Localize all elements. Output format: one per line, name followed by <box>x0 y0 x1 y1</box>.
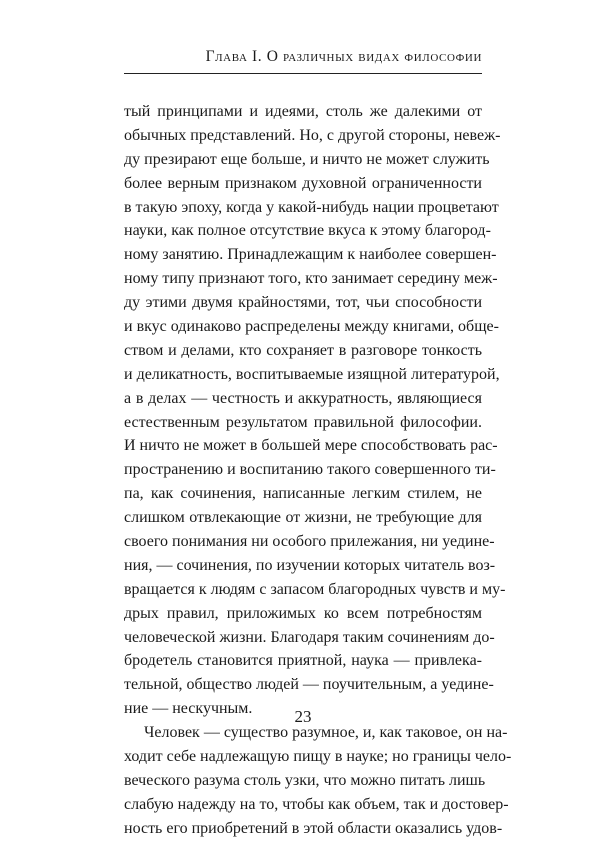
text-line: И ничто не может в большей мере способствовать рас- <box>124 437 498 455</box>
text-line: а в делах — честность и аккуратность, являющиеся <box>124 389 482 407</box>
text-line: ду этими двумя крайностями, тот, чьи способности <box>124 294 482 312</box>
text-line: веческого разума столь узки, что можно питать лишь <box>124 771 486 789</box>
text-line: вращается к людям с запасом благородных чувств и му- <box>124 580 506 598</box>
running-head: Глава I. О различных видах философии <box>205 48 482 65</box>
text-line: ния, — сочинения, по изучении которых читатель воз- <box>124 556 496 574</box>
text-line: дрых правил, приложимых ко всем потребностям <box>124 604 482 622</box>
page-number: 23 <box>294 707 312 726</box>
text-line: человеческой жизни. Благодаря таким сочинениям до- <box>124 628 495 646</box>
text-line: более верным признаком духовной ограниченности <box>124 174 482 192</box>
text-line: тый принципами и идеями, столь же далекими от <box>124 103 482 120</box>
text-line: обычных представлений. Но, с другой стороны, невеж- <box>124 126 501 144</box>
text-line: бродетель становится приятной, наука — привлека- <box>124 652 482 670</box>
text-line: слабую надежду на то, чтобы как объем, так и достовер- <box>124 795 509 813</box>
text-line: ность его приобретений в этой области оказались удов- <box>124 819 503 837</box>
text-line: ному занятию. Принадлежащим к наиболее совершен- <box>124 246 497 264</box>
text-line: ному типу признают того, кто занимает середину меж- <box>124 270 498 288</box>
text-line: пространению и воспитанию такого совершенного ти- <box>124 461 496 479</box>
header-rule <box>124 73 482 74</box>
text-line: тельной, общество людей — поучительным, а уедине- <box>124 676 494 694</box>
text-line: и вкус одинаково распределены между книгами, обще- <box>124 318 499 336</box>
text-line: Человек — существо разумное, и, как таковое, он на- <box>144 724 508 742</box>
text-line: ду презирают еще больше, и ничто не может служить <box>124 150 490 168</box>
text-line: в такую эпоху, когда у какой-нибудь нации процветают <box>124 198 499 216</box>
text-line: ством и делами, кто сохраняет в разговоре тонкость <box>124 341 482 359</box>
text-line: па, как сочинения, написанные легким стилем, не <box>124 485 482 503</box>
text-line: ние — нескучным. <box>124 700 253 718</box>
text-line: и деликатность, воспитываемые изящной литературой, <box>124 365 500 383</box>
text-line: своего понимания ни особого прилежания, ни уедине- <box>124 533 495 551</box>
text-line: слишком отвлекающие от жизни, не требующие для <box>124 509 482 527</box>
body-text <box>124 100 512 841</box>
text-line: естественным результатом правильной философии. <box>124 413 482 431</box>
text-line: науки, как полное отсутствие вкуса к этому благород- <box>124 222 491 240</box>
text-line: ходит себе надлежащую пищу в науке; но границы чело- <box>124 748 512 766</box>
